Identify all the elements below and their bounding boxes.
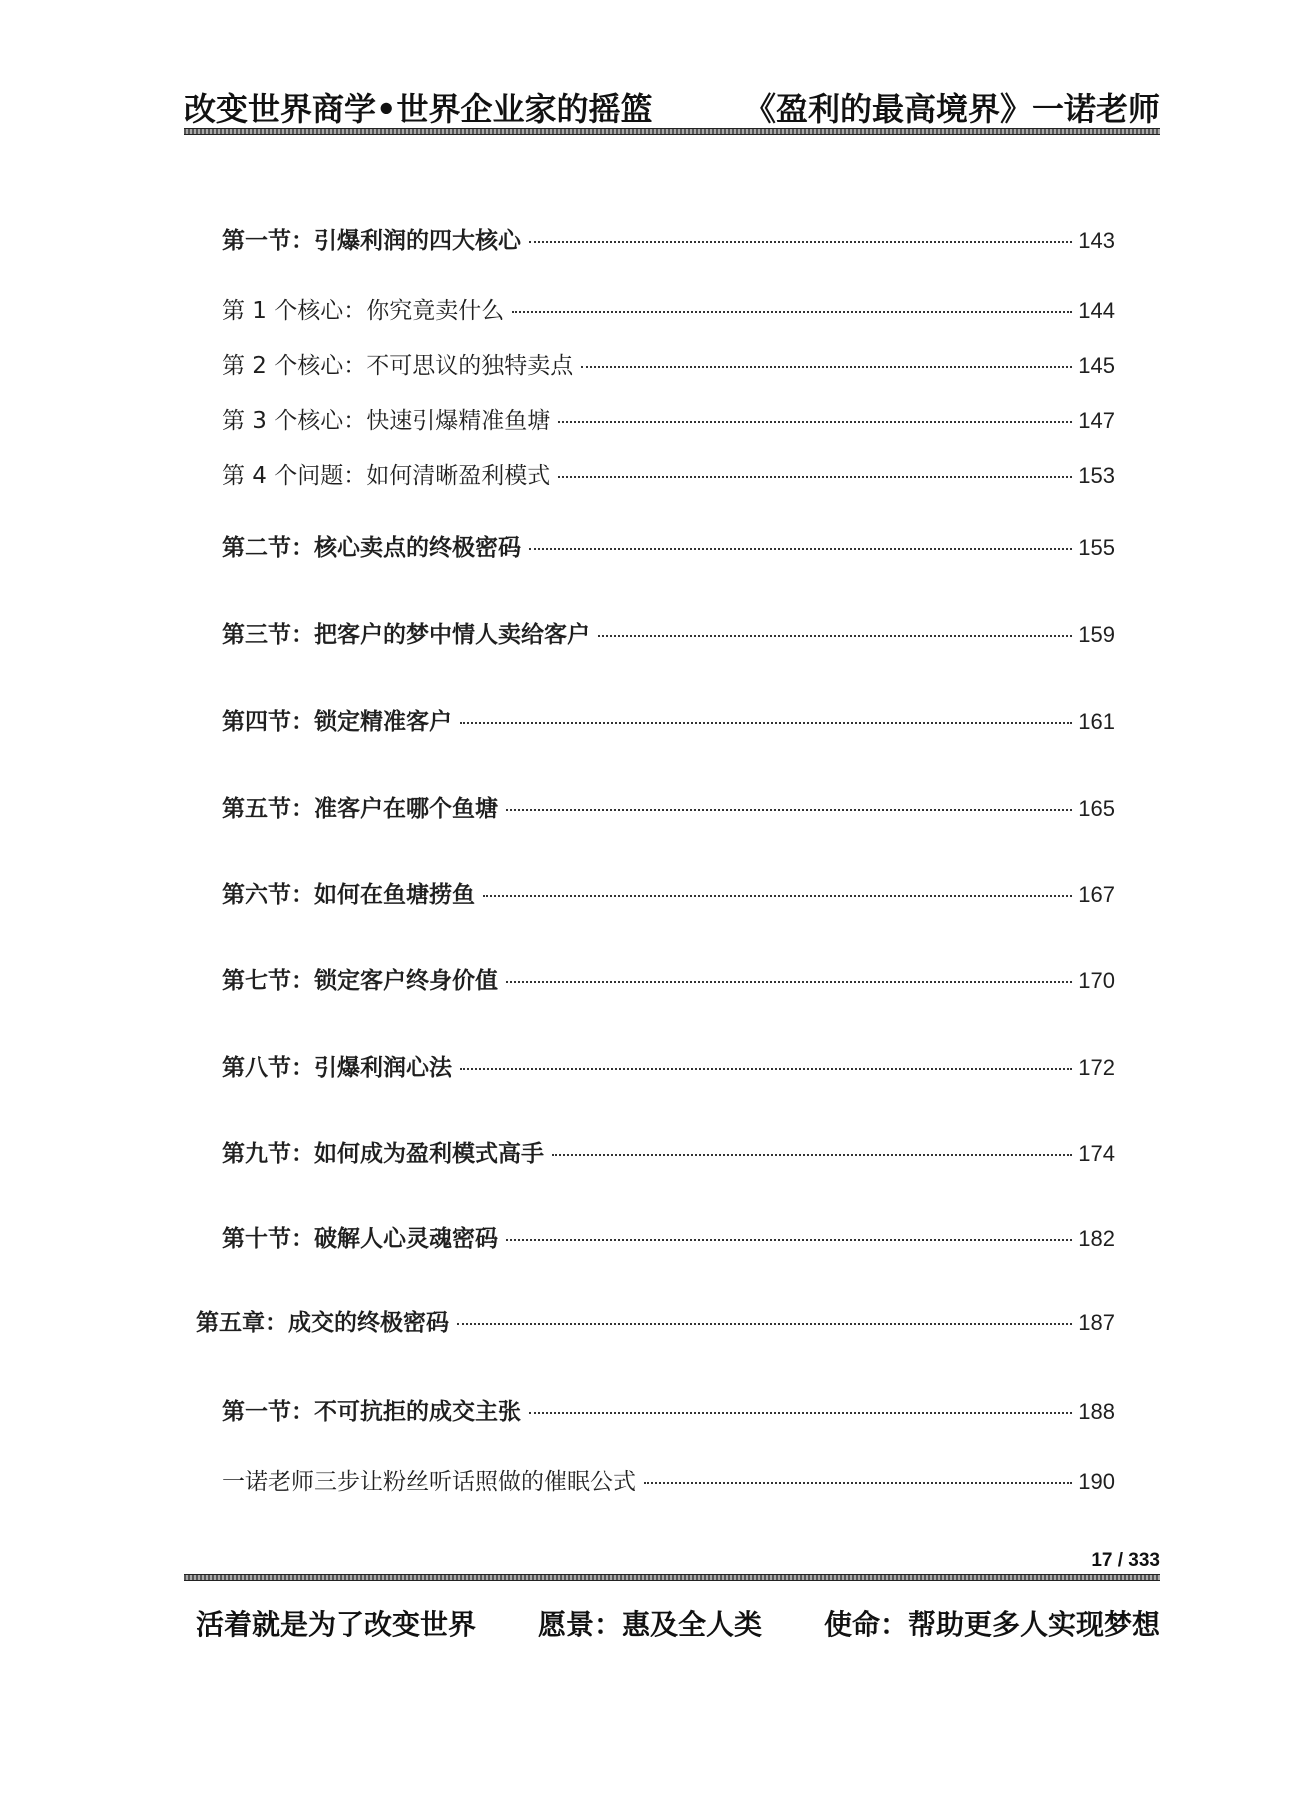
toc-entry-page: 145: [1078, 353, 1115, 378]
toc-leader-dots: [512, 311, 1072, 313]
toc-entry: [222, 616, 1115, 649]
toc-entry: [222, 790, 1115, 823]
toc-leader-dots: [552, 1154, 1072, 1156]
toc-leader-dots: [558, 421, 1072, 423]
toc-entry-label: 第一节：不可抗拒的成交主张: [222, 1399, 521, 1425]
toc-leader-dots: [529, 241, 1072, 243]
toc-entry-page: 144: [1078, 298, 1115, 323]
toc-leader-dots: [558, 476, 1072, 478]
toc-entry-label: 第一节：引爆利润的四大核心: [222, 228, 521, 254]
toc-leader-dots: [483, 895, 1072, 897]
toc-entry-page: 170: [1078, 968, 1115, 993]
toc-entry: [222, 292, 1115, 325]
toc-leader-dots: [460, 722, 1072, 724]
toc-entry-page: 190: [1078, 1469, 1115, 1494]
toc-entry-label: 第七节：锁定客户终身价值: [222, 968, 498, 994]
toc-entry: [222, 457, 1115, 490]
toc-entry-label: 第二节：核心卖点的终极密码: [222, 535, 521, 561]
toc-entry-label: 第 3 个核心：快速引爆精准鱼塘: [222, 408, 551, 434]
page-number: 17 / 333: [1091, 1550, 1160, 1571]
toc-entry: [222, 347, 1115, 380]
footer-rule: [184, 1574, 1160, 1581]
toc-leader-dots: [460, 1068, 1072, 1070]
toc-leader-dots: [506, 1239, 1072, 1241]
toc-entry-label: 第八节：引爆利润心法: [222, 1055, 452, 1081]
footer-slogan: 活着就是为了改变世界: [196, 1608, 477, 1641]
toc-entry-page: 155: [1078, 535, 1115, 560]
toc-leader-dots: [529, 1412, 1072, 1414]
toc-entry: [222, 1393, 1115, 1426]
toc-entry-page: 174: [1078, 1141, 1115, 1166]
toc-entry-page: 172: [1078, 1055, 1115, 1080]
page-footer: [196, 1603, 1160, 1643]
toc-entry-label: 第五节：准客户在哪个鱼塘: [222, 796, 498, 822]
toc-leader-dots: [506, 981, 1072, 983]
toc-entry: [222, 1463, 1115, 1496]
toc-leader-dots: [529, 548, 1072, 550]
toc-entry-page: 153: [1078, 463, 1115, 488]
toc-entry-label: 第六节：如何在鱼塘捞鱼: [222, 882, 475, 908]
toc-entry-page: 165: [1078, 796, 1115, 821]
toc-leader-dots: [581, 366, 1072, 368]
toc-entry-label: 第四节：锁定精准客户: [222, 709, 452, 735]
toc-entry-page: 182: [1078, 1226, 1115, 1251]
toc-entry: [222, 402, 1115, 435]
toc-entry-label: 第五章：成交的终极密码: [196, 1309, 449, 1336]
toc-entry: [222, 962, 1115, 995]
toc-entry: [222, 222, 1115, 255]
footer-mission: 使命：帮助更多人实现梦想: [823, 1608, 1160, 1641]
toc-leader-dots: [457, 1323, 1072, 1325]
toc-entry-label: 第 1 个核心：你究竟卖什么: [222, 298, 505, 324]
toc-entry-label: 第三节：把客户的梦中情人卖给客户: [222, 622, 590, 648]
toc-entry: [222, 876, 1115, 909]
toc-entry-page: 159: [1078, 622, 1115, 647]
toc-entry-label: 第十节：破解人心灵魂密码: [222, 1226, 498, 1252]
toc-entry: [222, 529, 1115, 562]
toc-entry-page: 161: [1078, 709, 1115, 734]
toc-entry-page: 187: [1078, 1310, 1115, 1335]
footer-vision: 愿景：惠及全人类: [537, 1608, 762, 1641]
toc-entry-page: 143: [1078, 228, 1115, 253]
page-header: [184, 84, 1160, 130]
toc-entry: [196, 1304, 1115, 1337]
toc-leader-dots: [598, 635, 1072, 637]
toc-entry-page: 167: [1078, 882, 1115, 907]
toc-entry: [222, 703, 1115, 736]
header-left-title: 改变世界商学•世界企业家的摇篮: [184, 90, 653, 128]
toc-entry-label: 第 2 个核心：不可思议的独特卖点: [222, 353, 574, 379]
toc-entry-page: 188: [1078, 1399, 1115, 1424]
toc-leader-dots: [644, 1482, 1072, 1484]
header-rule: [184, 128, 1160, 135]
toc-entry: [222, 1135, 1115, 1168]
toc-entry: [222, 1220, 1115, 1253]
toc-entry-page: 147: [1078, 408, 1115, 433]
header-right-title: 《盈利的最高境界》一诺老师: [743, 90, 1160, 128]
toc-leader-dots: [506, 809, 1072, 811]
toc-entry-label: 第九节：如何成为盈利模式高手: [222, 1141, 544, 1167]
toc-entry: [222, 1049, 1115, 1082]
toc-entry-label: 第 4 个问题：如何清晰盈利模式: [222, 463, 551, 489]
toc-entry-label: 一诺老师三步让粉丝听话照做的催眠公式: [222, 1469, 636, 1495]
